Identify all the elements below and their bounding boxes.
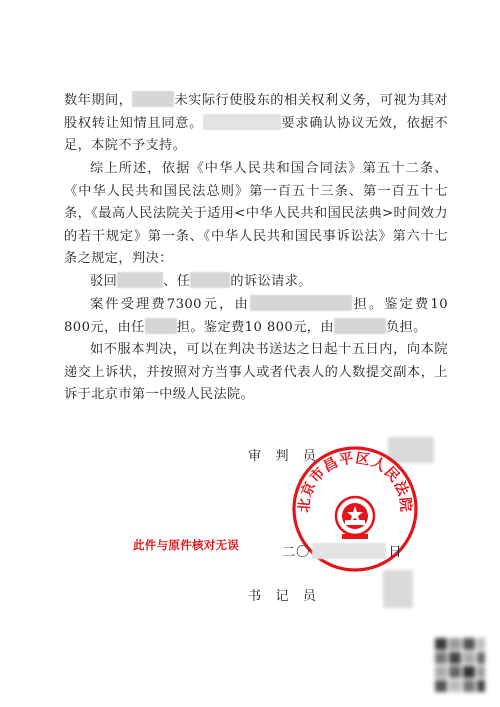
date-text-a: 二〇 <box>282 545 311 560</box>
verification-note: 此件与原件核对无误 <box>133 538 240 552</box>
redaction-block <box>334 318 386 334</box>
national-emblem-icon <box>336 497 374 539</box>
p4-text-a: 案件受理费7300元，由 <box>90 297 250 312</box>
redaction-block <box>190 272 230 288</box>
paragraph-5: 如不服本判决，可以在判决书送达之日起十五日内，向本院递交上诉状，并按照对方当事人或者代表人的人数提交副本，上诉于北京市第一中级人民法院。 <box>64 342 448 403</box>
p1-text-c: 要求确认协议无效，依据不足，本院不予支持。 <box>64 115 448 154</box>
p4-text-b: 担。鉴定费10 800元，由任 <box>64 297 448 335</box>
p3-text-b: 、任 <box>163 274 191 289</box>
p4-text-c: 担。鉴定费10 800元，由 <box>176 319 334 335</box>
p4-text-d: 负担。 <box>385 319 427 335</box>
paragraph-3 <box>64 271 448 294</box>
judgment-date <box>282 541 403 560</box>
seal-text: 北京市昌平区人民法院 <box>296 450 414 514</box>
redaction-block <box>145 318 177 334</box>
paragraph-2: 综上所述，依据《中华人民共和国合同法》第五十二条、《中华人民共和国民法总则》第一百五十三条、第一百五十七条，《最高人民法院关于适用<中华人民共和国民法典>时间效力的若干规定》第一条、《中华人民共和国民事诉讼法》第六十七条之规定，判决： <box>64 161 448 267</box>
judge-label: 审 判 员 <box>248 449 317 464</box>
date-redaction <box>312 543 386 559</box>
paragraph-1 <box>64 90 448 158</box>
p1-text-b: 未实际行使股东的相关权利义务，可视为其对股权转让知情且同意。 <box>64 93 449 131</box>
redaction-block <box>132 91 174 107</box>
p1-text-a: 数年期间， <box>64 93 133 108</box>
redaction-block <box>117 272 163 288</box>
p3-text-a: 驳回 <box>90 274 118 289</box>
date-text-b: 日 <box>388 545 403 560</box>
qr-code <box>435 638 485 700</box>
p3-text-c: 的诉讼请求。 <box>230 274 312 289</box>
redaction-block <box>250 295 352 311</box>
redaction-block <box>203 114 281 130</box>
paragraph-4 <box>64 294 448 339</box>
clerk-name-redaction <box>383 570 413 608</box>
clerk-label: 书 记 员 <box>248 589 317 604</box>
